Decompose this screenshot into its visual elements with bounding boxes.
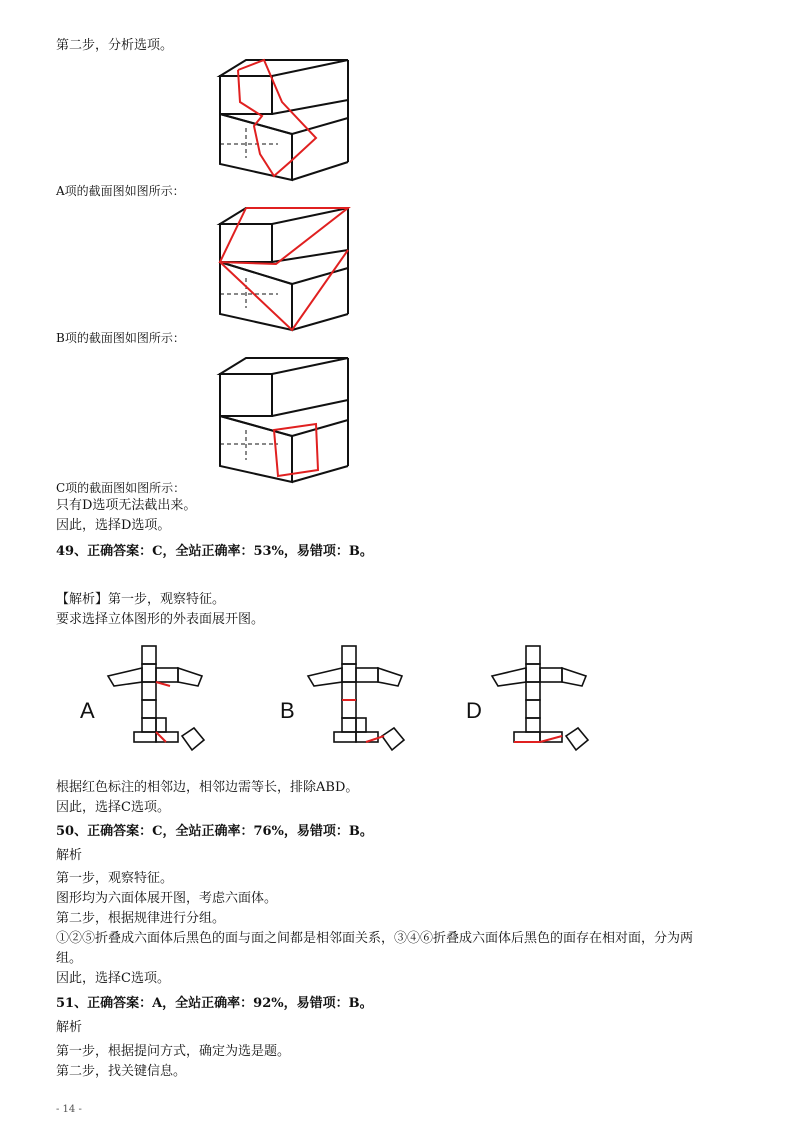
net-figure-d (488, 644, 594, 760)
q50-grouping-line2: 组。 (56, 951, 83, 966)
net-figure-b (304, 644, 410, 760)
q51-analysis-label: 解析 (56, 1020, 83, 1035)
page-number: - 14 - (56, 1104, 82, 1115)
caption-c: C项的截面图如图所示： (56, 481, 186, 495)
q50-step1: 第一步，观察特征。 (56, 871, 174, 886)
section-figure-c (216, 354, 352, 486)
net-label-b: B (280, 698, 295, 723)
q50-analysis-label: 解析 (56, 848, 83, 863)
section-figure-a (216, 58, 352, 182)
q51-step2: 第二步，找关键信息。 (56, 1064, 187, 1079)
q48-conclusion: 因此，选择D选项。 (56, 518, 171, 533)
net-label-d: D (466, 698, 482, 723)
q49-conclusion: 因此，选择C选项。 (56, 800, 170, 815)
caption-a: A项的截面图如图所示： (56, 184, 185, 198)
section-figure-b (216, 204, 352, 334)
net-label-a: A (80, 698, 95, 723)
q50-answer-line: 50、正确答案：C，全站正确率：76%，易错项：B。 (56, 824, 373, 839)
q50-step2: 第二步，根据规律进行分组。 (56, 911, 226, 926)
q49-analysis-step1: 【解析】第一步，观察特征。 (56, 592, 226, 607)
q50-step1-detail: 图形均为六面体展开图，考虑六面体。 (56, 891, 278, 906)
q51-answer-line: 51、正确答案：A，全站正确率：92%，易错项：B。 (56, 996, 373, 1011)
q49-requirement: 要求选择立体图形的外表面展开图。 (56, 612, 265, 627)
only-d-text: 只有D选项无法截出来。 (56, 498, 197, 513)
q51-step1: 第一步，根据提问方式，确定为选是题。 (56, 1044, 291, 1059)
q49-answer-line: 49、正确答案：C，全站正确率：53%，易错项：B。 (56, 544, 373, 559)
q49-red-note: 根据红色标注的相邻边，相邻边需等长，排除ABD。 (56, 780, 359, 795)
caption-b: B项的截面图如图所示： (56, 331, 185, 345)
q50-grouping-line1: ①②⑤折叠成六面体后黑色的面与面之间都是相邻面关系，③④⑥折叠成六面体后黑色的面存在相对面，分为两 (56, 931, 694, 946)
net-figure-a (104, 644, 210, 760)
step2-text: 第二步，分析选项。 (56, 38, 174, 53)
q50-conclusion: 因此，选择C选项。 (56, 971, 170, 986)
